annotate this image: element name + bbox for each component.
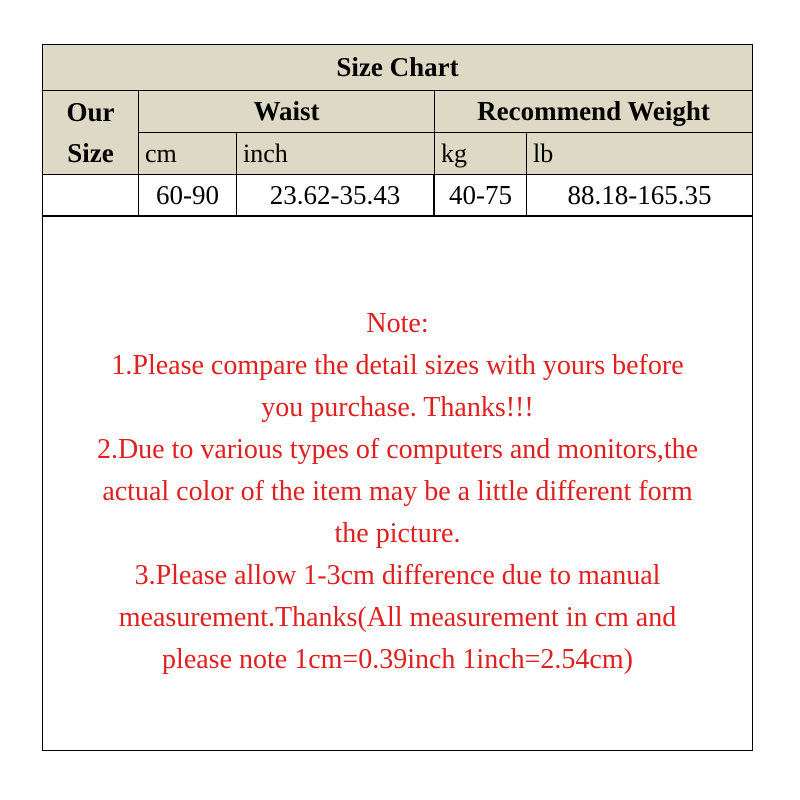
waist-header: Waist <box>139 91 435 133</box>
table-cell-waist-inch: 23.62-35.43 <box>237 175 435 217</box>
unit-cm-header: cm <box>139 133 237 175</box>
note-line: you purchase. Thanks!!! <box>261 392 534 423</box>
table-cell-waist-cm: 60-90 <box>139 175 237 217</box>
note-heading: Note: <box>366 308 429 339</box>
unit-kg-header: kg <box>435 133 527 175</box>
our-size-line2: Size <box>67 137 114 168</box>
our-size-header <box>43 91 139 175</box>
unit-inch-header: inch <box>237 133 435 175</box>
table-cell-size <box>43 175 139 217</box>
table-cell-weight-kg: 40-75 <box>435 175 527 217</box>
recommend-weight-header: Recommend Weight <box>435 91 752 133</box>
note-line: 3.Please allow 1-3cm difference due to manual <box>134 560 661 591</box>
note-line: 1.Please compare the detail sizes with yours before <box>111 350 684 381</box>
note-line: please note 1cm=0.39inch 1inch=2.54cm) <box>162 644 633 675</box>
size-chart-title: Size Chart <box>43 45 752 91</box>
note-line: the picture. <box>334 518 461 549</box>
size-chart-frame <box>42 44 753 751</box>
note-line: measurement.Thanks(All measurement in cm and <box>118 602 677 633</box>
unit-lb-header: lb <box>527 133 752 175</box>
table-cell-weight-lb: 88.18-165.35 <box>527 175 752 217</box>
our-size-line1: Our <box>66 96 115 127</box>
note-line: actual color of the item may be a little different form <box>102 476 693 507</box>
note-block <box>43 303 752 681</box>
note-line: 2.Due to various types of computers and monitors,the <box>96 434 699 465</box>
